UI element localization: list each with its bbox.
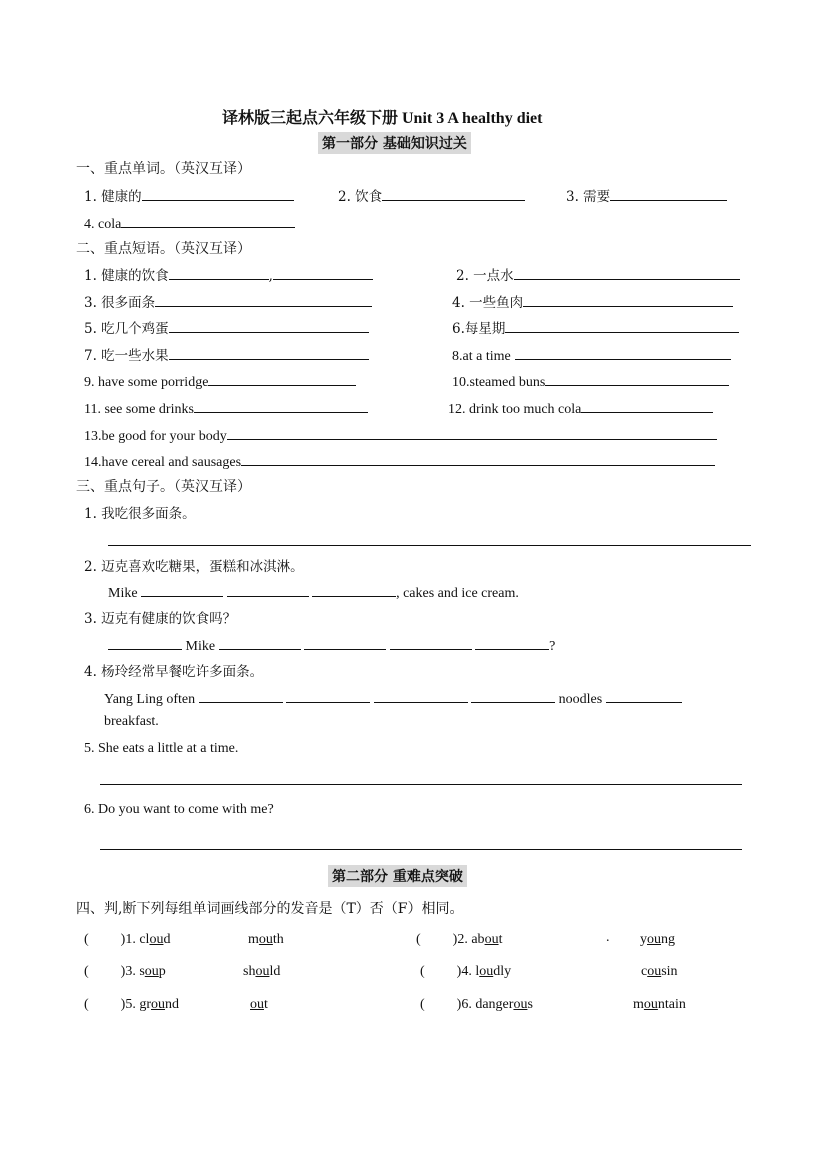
answer-blank[interactable] [121,213,295,228]
phrase-item: 8.at a time [452,345,731,365]
pron-word: young [640,932,675,947]
answer-line[interactable] [100,784,742,785]
sentence-item: 6. Do you want to come with me? [84,802,274,817]
pron-item: ( )3. soup [84,964,166,979]
answer-blank[interactable] [471,688,555,703]
phrase-item: 11. see some drinks [84,398,368,418]
phrase-item: 14.have cereal and sausages [84,451,715,471]
word-item: 2. 饮食 [338,185,525,205]
answer-blank[interactable] [374,688,468,703]
pron-word: mountain [633,997,686,1012]
answer-blank[interactable] [610,186,727,201]
part1-heading: 第一部分 基础知识过关 [318,132,471,154]
pron-item: ( )5. ground [84,997,180,1012]
phrase-item: 9. have some porridge [84,371,356,391]
sentence-answer: Mike , cakes and ice cream. [108,582,519,602]
answer-blank[interactable] [141,582,223,597]
page-title: 译林版三起点六年级下册 Unit 3 A healthy diet [222,110,543,127]
answer-blank[interactable] [169,318,369,333]
answer-blank[interactable] [581,398,713,413]
answer-blank[interactable] [505,318,739,333]
pron-word: mouth [248,932,284,947]
sentence-item: 1. 我吃很多面条。 [84,506,196,522]
answer-line[interactable] [108,545,751,546]
answer-blank[interactable] [219,635,301,650]
answer-blank[interactable] [286,688,370,703]
answer-blank[interactable] [312,582,396,597]
phrase-item: 1. 健康的饮食 , [84,264,373,284]
word-item: 4. cola [84,213,295,233]
phrase-item: 5. 吃几个鸡蛋 [84,317,369,337]
answer-blank[interactable] [304,635,386,650]
answer-blank[interactable] [545,371,729,386]
answer-blank[interactable] [208,371,356,386]
answer-blank[interactable] [382,186,525,201]
pron-word: should [243,964,281,979]
answer-blank[interactable] [169,345,369,360]
word-item: 3. 需要 [566,185,727,205]
phrase-item: 2. 一点水 [456,264,740,284]
answer-blank[interactable] [514,265,740,280]
section4-heading: 四、判,断下列每组单词画线部分的发音是（T）否（F）相同。 [76,901,464,917]
pron-item: ( )2. about [416,932,503,947]
pron-item: ( )6. dangerous [420,997,533,1012]
section3-heading: 三、重点句子。（英汉互译） [76,479,251,495]
sentence-answer: Mike ? [108,635,555,655]
phrase-item: 10.steamed buns [452,371,729,391]
word-item: 1. 健康的 [84,185,294,205]
sentence-item: 4. 杨玲经常早餐吃许多面条。 [84,664,264,680]
phrase-item: 4. 一些鱼肉 [452,291,733,311]
phrase-item: 13.be good for your body [84,425,717,445]
sentence-answer-cont: breakfast. [104,714,159,729]
sentence-item: 5. She eats a little at a time. [84,741,239,756]
answer-blank[interactable] [273,265,373,280]
answer-blank[interactable] [227,582,309,597]
answer-line[interactable] [100,849,742,850]
answer-blank[interactable] [194,398,368,413]
answer-blank[interactable] [241,451,715,466]
answer-blank[interactable] [142,186,294,201]
part2-heading: 第二部分 重难点突破 [328,865,467,887]
stray-dot: . [606,930,610,945]
section1-heading: 一、重点单词。（英汉互译） [76,161,251,177]
answer-blank[interactable] [155,292,372,307]
sentence-item: 2. 迈克喜欢吃糖果，蛋糕和冰淇淋。 [84,559,304,575]
phrase-item: 7. 吃一些水果 [84,344,369,364]
phrase-item: 3. 很多面条 [84,291,372,311]
section2-heading: 二、重点短语。（英汉互译） [76,241,251,257]
sentence-item: 3. 迈克有健康的饮食吗？ [84,611,237,627]
answer-blank[interactable] [606,688,682,703]
answer-blank[interactable] [390,635,472,650]
pron-word: out [250,997,268,1012]
phrase-item: 12. drink too much cola [448,398,713,418]
phrase-item: 6.每星期 [452,317,739,337]
pron-item: ( )1. cloud [84,932,171,947]
answer-blank[interactable] [475,635,549,650]
answer-blank[interactable] [108,635,182,650]
sentence-answer: Yang Ling often noodles [104,688,682,708]
pron-word: cousin [641,964,678,979]
answer-blank[interactable] [523,292,733,307]
answer-blank[interactable] [515,345,731,360]
answer-blank[interactable] [199,688,283,703]
pron-item: ( )4. loudly [420,964,512,979]
answer-blank[interactable] [227,425,717,440]
answer-blank[interactable] [169,265,269,280]
